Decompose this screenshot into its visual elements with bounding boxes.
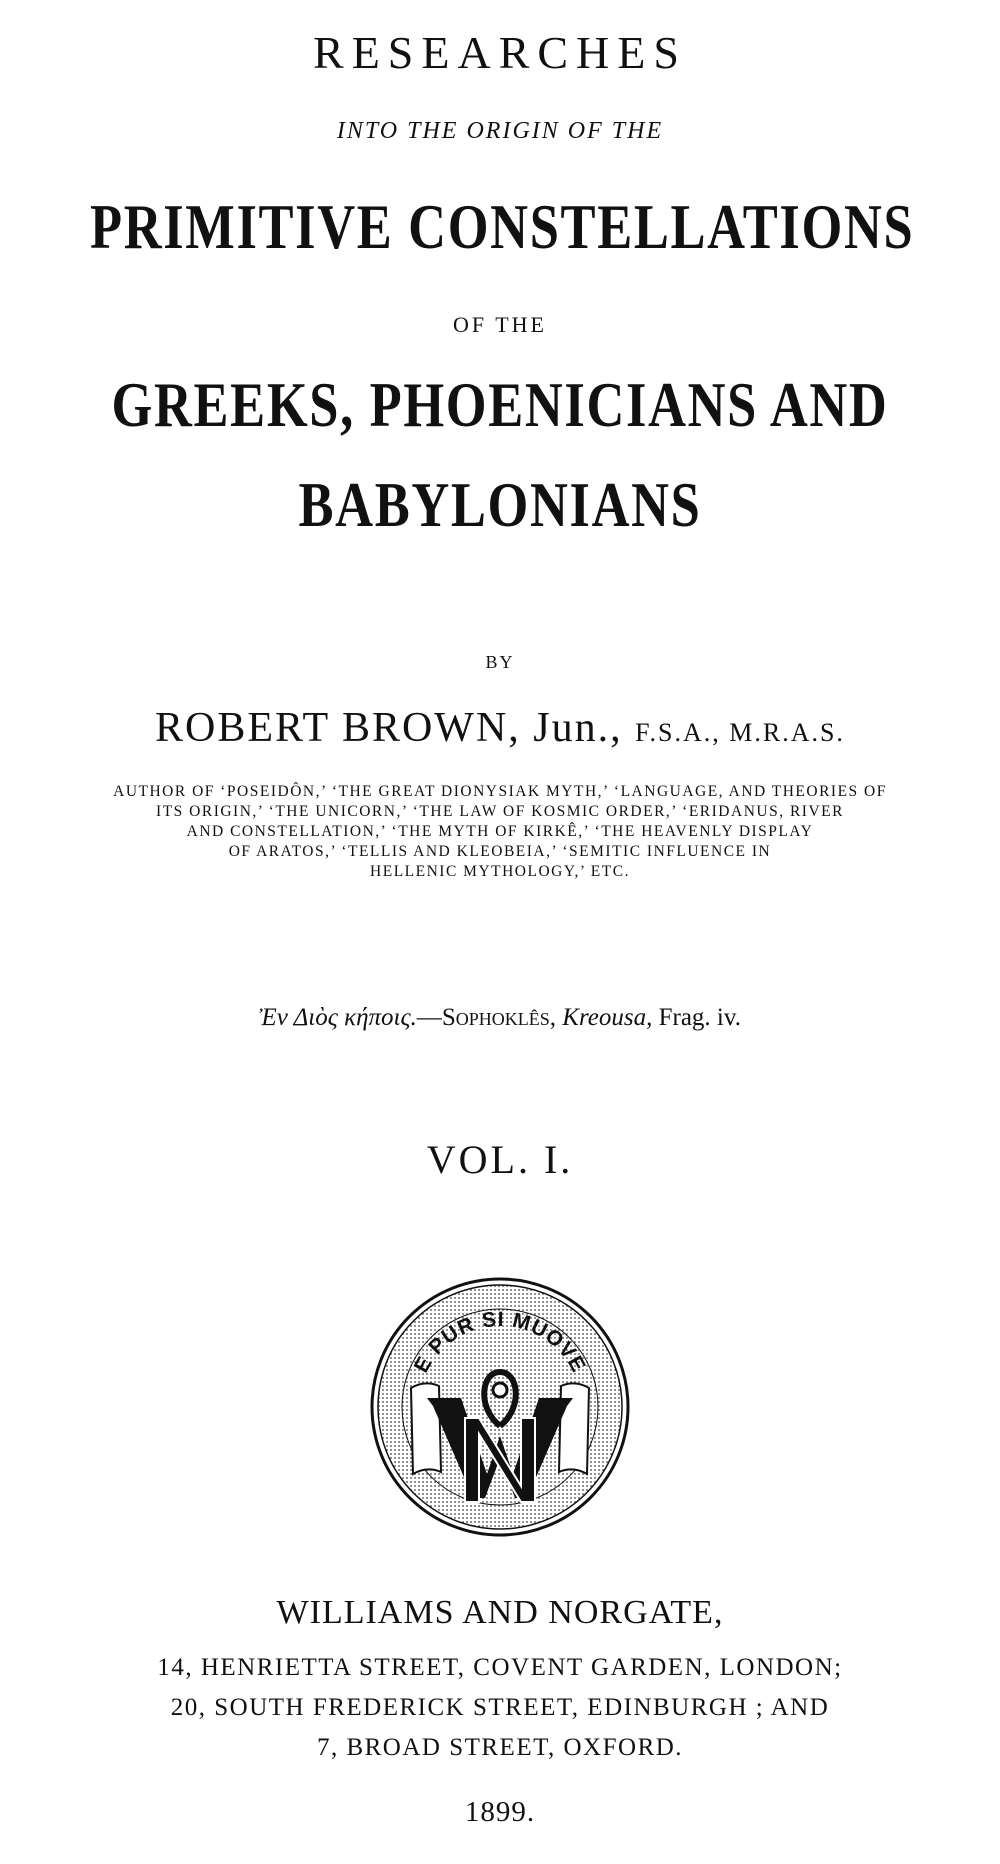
publisher-emblem-seal-icon	[369, 1276, 631, 1538]
publisher-address-oxford: 7, BROAD STREET, OXFORD.	[316, 1734, 684, 1761]
works-line: AND CONSTELLATION,’ ‘THE MYTH OF KIRKÊ,’ ‘THE HEAVENLY DISPLAY	[186, 823, 814, 840]
epigraph-work: Kreousa,	[562, 1004, 653, 1031]
works-line: AUTHOR OF ‘POSEIDÔN,’ ‘THE GREAT DIONYSIAK MYTH,’ ‘LANGUAGE, AND THEORIES OF	[113, 783, 887, 800]
title-primitive-constellations: PRIMITIVE CONSTELLATIONS	[90, 191, 915, 262]
title-babylonians: BABYLONIANS	[298, 469, 702, 540]
author-line	[0, 704, 1000, 752]
works-line: OF ARATOS,’ ‘TELLIS AND KLEOBEIA,’ ‘SEMITIC INFLUENCE IN	[228, 843, 772, 860]
epigraph	[0, 1004, 1000, 1032]
author-name: ROBERT BROWN, Jun.,	[155, 705, 623, 751]
author-works-list	[20, 782, 980, 882]
author-titles: F.S.A., M.R.A.S.	[635, 718, 845, 747]
heading-researches: RESEARCHES	[313, 27, 687, 78]
epigraph-fragment: Frag. iv.	[658, 1004, 742, 1031]
emblem-motto: E PUR SI MUOVE	[409, 1307, 591, 1377]
epigraph-greek: Ἐν Διὸς κήποις.	[258, 1004, 417, 1031]
title-greeks-phoenicians: GREEKS, PHOENICIANS AND	[111, 369, 889, 440]
volume-number: VOL. I.	[426, 1137, 574, 1182]
epigraph-author: Sophoklês,	[441, 1004, 557, 1031]
publisher-address-london: 14, HENRIETTA STREET, COVENT GARDEN, LONDON;	[157, 1654, 843, 1681]
publication-year: 1899.	[464, 1796, 536, 1828]
works-line: HELLENIC MYTHOLOGY,’ ETC.	[370, 863, 630, 880]
epigraph-dash: —	[416, 1004, 442, 1031]
by-label: BY	[485, 652, 515, 672]
works-line: ITS ORIGIN,’ ‘THE UNICORN,’ ‘THE LAW OF KOSMIC ORDER,’ ‘ERIDANUS, RIVER	[156, 803, 844, 820]
title-of-the: OF THE	[453, 312, 547, 337]
publisher-address-edinburgh: 20, SOUTH FREDERICK STREET, EDINBURGH ; AND	[170, 1694, 830, 1721]
publisher-name: WILLIAMS AND NORGATE,	[276, 1594, 724, 1631]
subheading-into-the-origin: INTO THE ORIGIN OF THE	[336, 118, 664, 144]
